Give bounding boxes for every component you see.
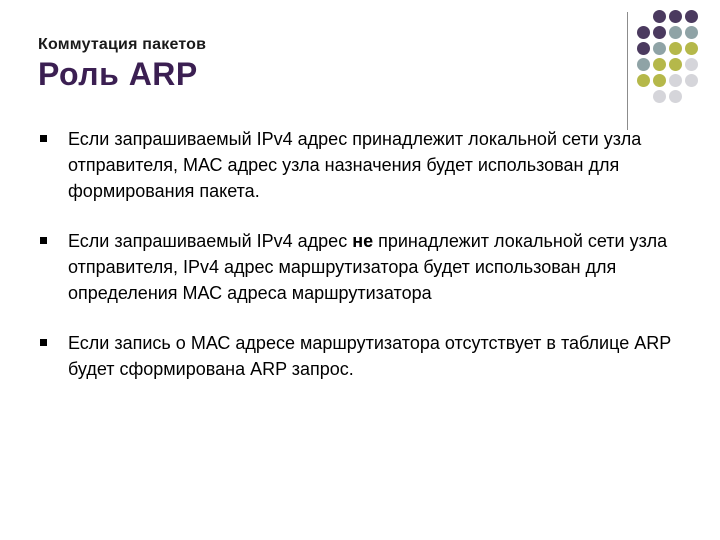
bullet-emphasis: не	[352, 231, 374, 251]
square-bullet-icon	[40, 339, 47, 346]
decorative-dot	[637, 74, 650, 87]
decorative-dot	[653, 90, 666, 103]
square-bullet-icon	[40, 237, 47, 244]
decorative-dot	[637, 10, 650, 23]
decorative-dot	[685, 74, 698, 87]
decorative-dot	[669, 58, 682, 71]
decorative-dot	[637, 26, 650, 39]
decorative-dot	[685, 58, 698, 71]
decorative-dot	[685, 26, 698, 39]
decorative-dot	[669, 90, 682, 103]
decorative-dot	[685, 42, 698, 55]
decorative-dot	[653, 10, 666, 23]
bullet-item	[40, 330, 680, 382]
bullet-list	[40, 126, 680, 406]
bullet-text: Если запрашиваемый IPv4 адрес принадлежит локальной сети узла отправителя, МАС адрес узла назначения будет использован для формирования пакета.	[68, 129, 642, 201]
slide-subtitle: Коммутация пакетов	[38, 36, 207, 53]
decorative-dot	[669, 74, 682, 87]
decorative-divider-line	[627, 12, 628, 130]
bullet-text: Если запись о МАС адресе маршрутизатора отсутствует в таблице ARP будет сформирована ARP запрос.	[68, 333, 671, 379]
decorative-dot	[685, 90, 698, 103]
decorative-dot	[653, 42, 666, 55]
decorative-dot	[637, 58, 650, 71]
bullet-item	[40, 126, 680, 204]
slide-title: Роль ARP	[38, 56, 198, 92]
decorative-dot	[637, 42, 650, 55]
bullet-text: Если запрашиваемый IPv4 адрес	[68, 231, 353, 251]
decorative-dot	[653, 58, 666, 71]
decorative-dot	[653, 74, 666, 87]
decorative-dot	[685, 10, 698, 23]
bullet-item	[40, 228, 680, 306]
square-bullet-icon	[40, 135, 47, 142]
decorative-dot	[669, 42, 682, 55]
bullet-text-rest: принадлежит локальной сети узла отправителя, IPv4 адрес маршрутизатора будет использован для определения МАС адреса маршрутизатора	[68, 231, 668, 303]
decorative-dot	[669, 26, 682, 39]
decorative-dot	[653, 26, 666, 39]
decorative-dot-grid	[637, 10, 698, 103]
decorative-dot	[637, 90, 650, 103]
decorative-dot	[669, 10, 682, 23]
